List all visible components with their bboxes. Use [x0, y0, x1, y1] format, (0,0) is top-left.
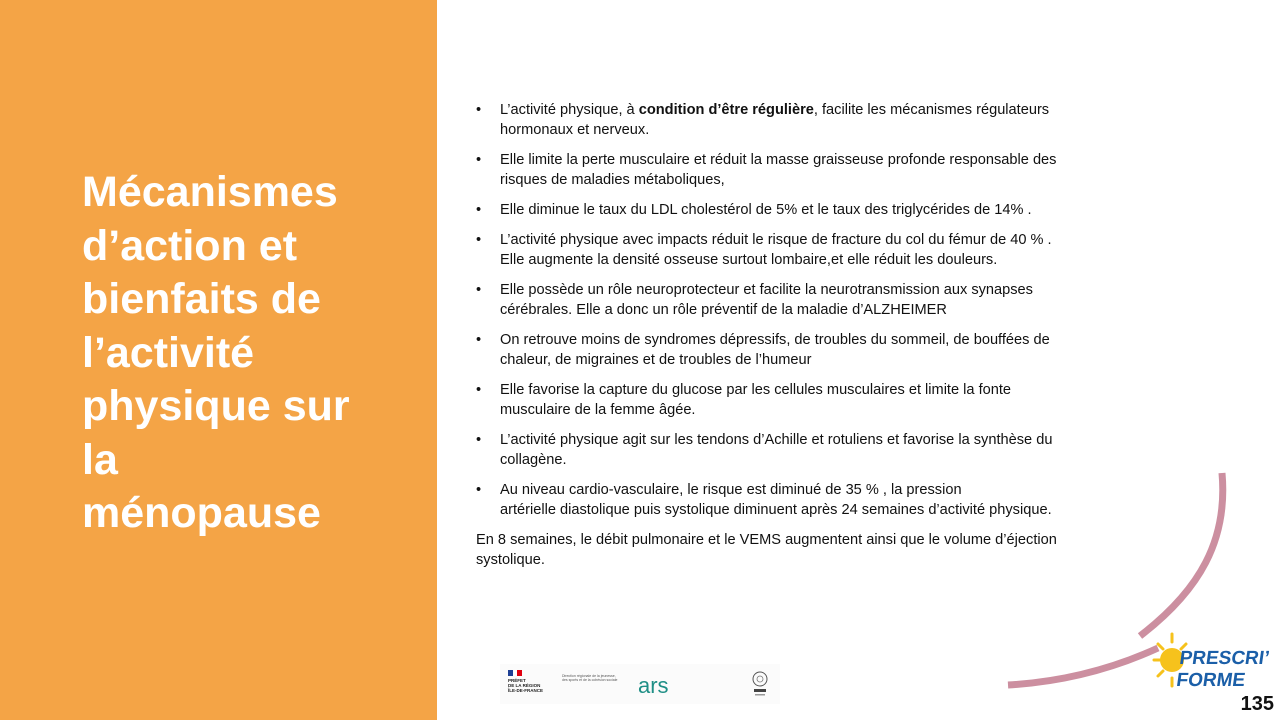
bullet-line: L’activité physique, à condition d’être régulière, facilite les mécanismes régulateurs — [500, 102, 1050, 118]
flag-icon — [508, 670, 522, 676]
bullet-line: Elle diminue le taux du LDL cholestérol de 5% et le taux des triglycérides de 14% . — [500, 202, 1032, 218]
bullet-line: L’activité physique agit sur les tendons d’Achille et rotuliens et favorise la synthèse du — [500, 432, 1053, 448]
title-line: bienfaits de — [82, 275, 321, 323]
bullet-line: chaleur, de migraines et de troubles de l’humeur — [500, 352, 812, 368]
brand-line: FORME — [1175, 670, 1247, 691]
bullet-item — [476, 150, 1166, 190]
bullet-line: musculaire de la femme âgée. — [500, 402, 696, 418]
title-line: l’activité — [82, 328, 255, 377]
prescri-forme-logo — [1175, 648, 1271, 692]
page-number: 135 — [1240, 693, 1274, 715]
title-line: d’action et — [82, 221, 298, 270]
bullet-dot: • — [476, 482, 482, 498]
bullet-line: risques de maladies métaboliques, — [500, 172, 725, 188]
ars-logo: ars — [638, 673, 669, 698]
title-line: physique sur — [82, 382, 350, 430]
bullet-item — [476, 330, 1166, 370]
bullet-dot: • — [476, 332, 482, 348]
bullet-dot: • — [476, 102, 482, 118]
bullet-line: Elle favorise la capture du glucose par les cellules musculaires et limite la fonte — [500, 382, 1012, 398]
bullet-item — [476, 200, 1166, 220]
paragraph-line: En 8 semaines, le débit pulmonaire et le VEMS augmentent ainsi que le volume d’éjection — [476, 532, 1057, 548]
bullet-dot: • — [476, 432, 482, 448]
bullet-item — [476, 100, 1166, 140]
title-line: la — [82, 435, 118, 484]
bullet-line: artérielle diastolique puis systolique diminuent après 24 semaines d’activité physique. — [500, 502, 1052, 518]
slide-title — [82, 166, 412, 541]
summary-paragraph — [476, 530, 1166, 570]
paragraph-line: systolique. — [476, 552, 545, 568]
bullet-line: hormonaux et nerveux. — [500, 122, 650, 138]
arc-lower — [1008, 648, 1158, 685]
bullet-item — [476, 280, 1166, 320]
prefet-line: ÎLE-DE-FRANCE — [508, 688, 543, 693]
bullet-line: Elle limite la perte musculaire et réduit la masse graisseuse profonde responsable des — [500, 152, 1057, 168]
bullet-dot: • — [476, 152, 482, 168]
prefet-logo — [508, 670, 552, 700]
bullet-line: cérébrales. Elle a donc un rôle préventif de la maladie d’ALZHEIMER — [500, 302, 947, 318]
bullet-item — [476, 230, 1166, 270]
bullet-dot: • — [476, 232, 482, 248]
bullet-list — [476, 100, 1166, 520]
bullet-line: Elle possède un rôle neuroprotecteur et facilite la neurotransmission aux synapses — [500, 282, 1033, 298]
bullet-item — [476, 380, 1166, 420]
direction-text: Direction régionale de la jeunesse, des sports et de la cohésion sociale — [562, 674, 618, 682]
bullet-line: Au niveau cardio-vasculaire, le risque est diminué de 35 % , la pression — [500, 482, 962, 498]
bullet-line: Elle augmente la densité osseuse surtout lombaire,et elle réduit les douleurs. — [500, 252, 998, 268]
bullet-line: On retrouve moins de syndromes dépressifs, de troubles du sommeil, de bouffées de — [500, 332, 1050, 348]
title-line: Mécanismes — [82, 168, 338, 216]
bullet-dot: • — [476, 202, 482, 218]
bullet-line: collagène. — [500, 452, 567, 468]
emphasis-text: condition d’être régulière — [638, 102, 814, 118]
brand-line: PRESCRI’ — [1178, 648, 1271, 669]
title-line: ménopause — [82, 489, 321, 537]
partner-logos — [500, 664, 780, 704]
bullet-dot: • — [476, 382, 482, 398]
prefet-line: PRÉFET — [508, 678, 526, 683]
content-body — [476, 100, 1166, 570]
bullet-item — [476, 480, 1166, 520]
bullet-line: L’activité physique avec impacts réduit le risque de fracture du col du fémur de 40 % . — [500, 232, 1052, 248]
seal-icon — [750, 669, 770, 699]
bullet-dot: • — [476, 282, 482, 298]
bullet-item — [476, 430, 1166, 470]
prefet-line: DE LA RÉGION — [508, 683, 541, 688]
